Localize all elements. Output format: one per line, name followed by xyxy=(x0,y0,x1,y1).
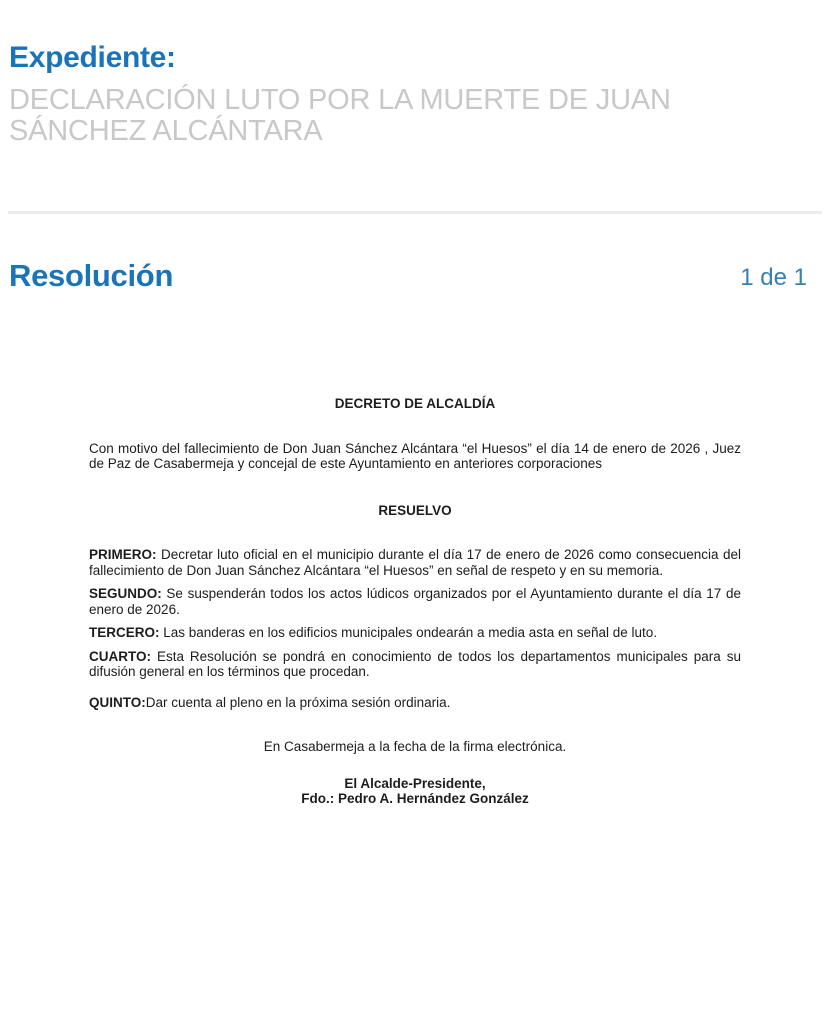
resolution-item-tercero xyxy=(89,625,741,641)
item-text: Decretar luto oficial en el municipio durante el día 17 de enero de 2026 como consecuencia del fallecimiento de Don Juan Sánchez Alcántara “el Huesos” en señal de respeto y en su memoria. xyxy=(89,547,741,578)
document-page xyxy=(89,396,741,807)
item-text: Esta Resolución se pondrá en conocimiento de todos los departamentos municipales para su difusión general en los términos que procedan. xyxy=(89,648,741,679)
signature-block xyxy=(89,776,741,807)
signature-role: El Alcalde-Presidente, xyxy=(344,775,486,791)
resolution-item-primero xyxy=(89,547,741,578)
item-text: Se suspenderán todos los actos lúdicos organizados por el Ayuntamiento durante el día 17 de enero de 2026. xyxy=(89,586,741,617)
item-label: PRIMERO: xyxy=(89,547,157,562)
header-divider xyxy=(8,211,822,214)
resolution-section-header xyxy=(0,259,830,293)
item-label: SEGUNDO: xyxy=(89,586,162,601)
item-label: QUINTO: xyxy=(89,694,146,710)
page-indicator: 1 de 1 xyxy=(740,264,807,291)
item-label: CUARTO: xyxy=(89,648,151,664)
resolution-item-cuarto xyxy=(89,649,741,680)
resuelvo-heading: RESUELVO xyxy=(378,502,452,518)
expediente-header xyxy=(0,0,830,147)
item-text: Las banderas en los edificios municipales ondearán a media asta en señal de luto. xyxy=(159,625,658,640)
resolution-title: Resolución xyxy=(9,258,174,293)
place-date-line: En Casabermeja a la fecha de la firma electrónica. xyxy=(263,739,567,754)
item-text: Dar cuenta al pleno en la próxima sesión ordinaria. xyxy=(145,694,451,710)
expediente-label: Expediente: xyxy=(9,41,176,74)
item-label: TERCERO: xyxy=(89,625,160,640)
signature-name: Fdo.: Pedro A. Hernández González xyxy=(301,791,529,806)
resolution-item-segundo xyxy=(89,586,741,617)
document-intro: Con motivo del fallecimiento de Don Juan Sánchez Alcántara “el Huesos” el día 14 de enero de 2026 , Juez de Paz de Casabermeja y concejal de este Ayuntamiento en anteriores corporaciones xyxy=(89,440,741,471)
document-heading: DECRETO DE ALCALDÍA xyxy=(334,396,496,411)
resolution-item-quinto xyxy=(89,695,741,711)
expediente-title: DECLARACIÓN LUTO POR LA MUERTE DE JUAN SÁNCHEZ ALCÁNTARA xyxy=(9,84,671,147)
